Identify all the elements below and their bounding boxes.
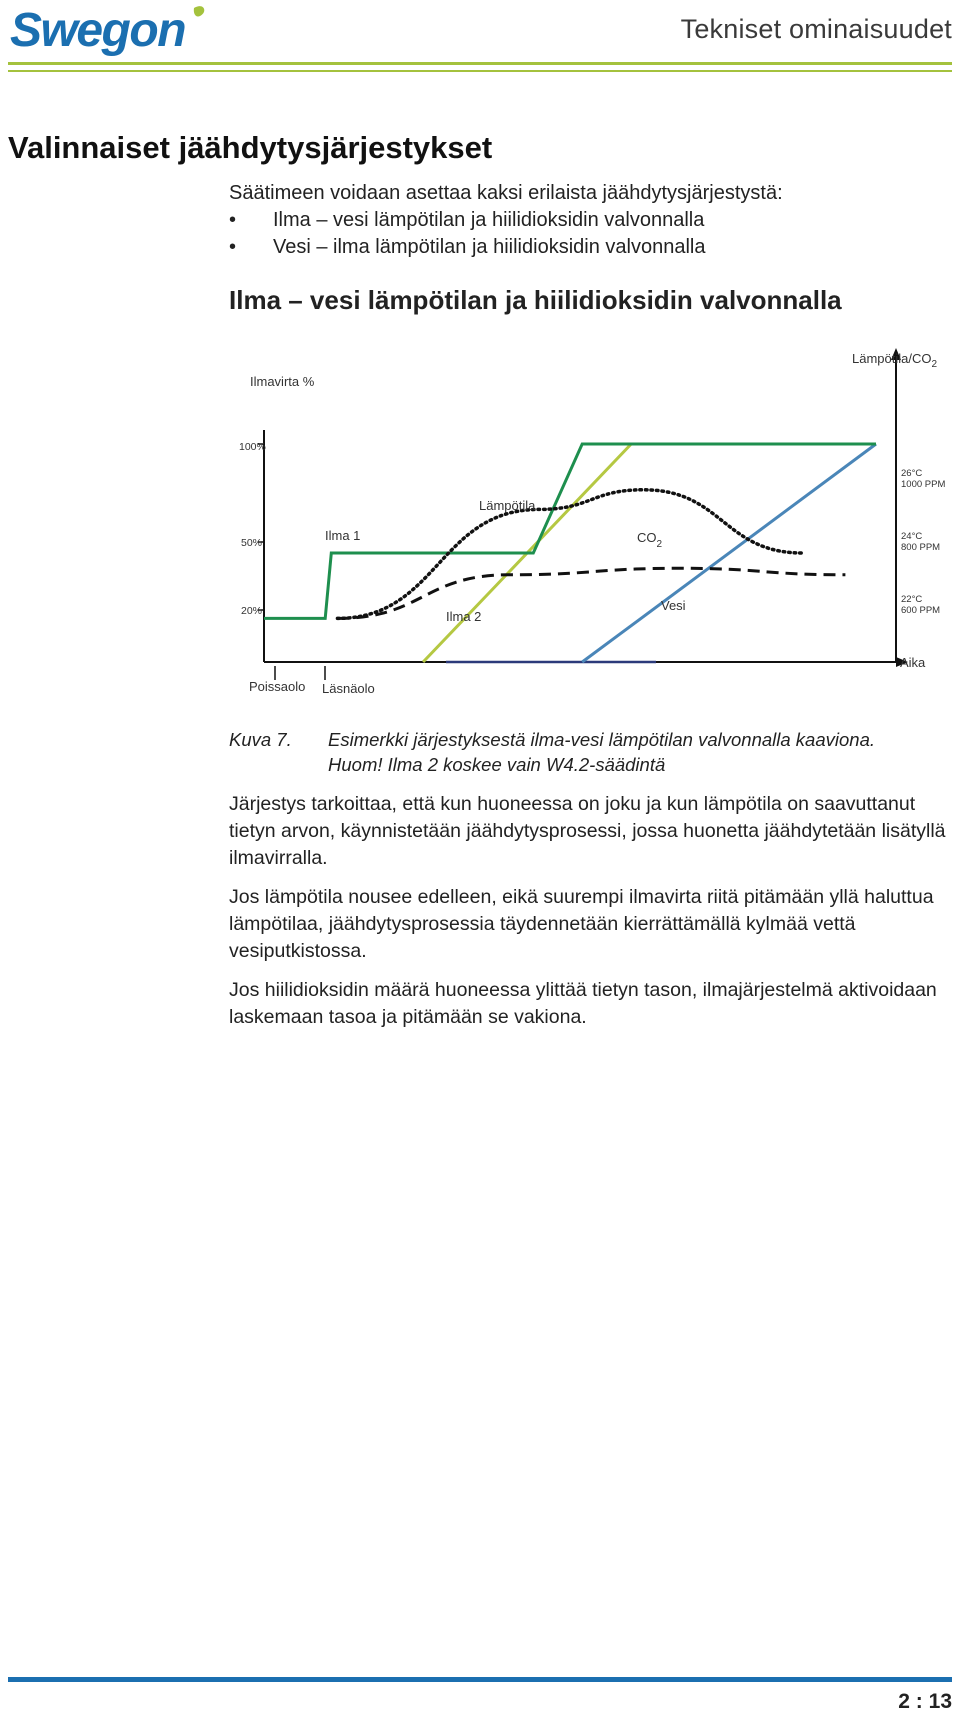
footer-rule <box>8 1677 952 1682</box>
y-axis-left-label: Ilmavirta % <box>250 374 315 389</box>
bullet-marker: • <box>229 209 237 231</box>
series-label-co2-main: CO <box>637 530 657 545</box>
y-right-tick-ppm: 800 PPM <box>901 542 941 553</box>
bullet-text: Vesi – ilma lämpötilan ja hiilidioksidin valvonnalla <box>273 236 706 258</box>
y-tick-label: 20% <box>241 605 263 617</box>
bullet-marker: • <box>229 236 237 258</box>
page-heading: Valinnaiset jäähdytysjärjestykset <box>8 130 493 165</box>
caption-text <box>328 727 948 777</box>
y-axis-right-label-main: Lämpötila/CO <box>852 351 932 366</box>
x-marker-label: Läsnäolo <box>322 681 375 696</box>
series-line-co2 <box>337 568 845 618</box>
series-label-co2 <box>637 530 663 550</box>
body-paragraph: Jos hiilidioksidin määrä huoneessa ylittää tietyn tason, ilmajärjestelmä aktivoidaan laskemaan tasoa ja pitämään se vakiona. <box>229 979 937 1028</box>
y-right-tick-temp: 22°C <box>901 594 923 605</box>
caption-line: Huom! Ilma 2 koskee vain W4.2-säädintä <box>328 754 666 775</box>
series-line-vesi <box>582 444 876 662</box>
y-axis-right-label-sub: 2 <box>931 359 938 370</box>
y-axis-right-label <box>852 351 937 370</box>
y-right-tick-temp: 26°C <box>901 468 923 479</box>
swegon-logo <box>8 2 208 60</box>
section-title: Tekniset ominaisuudet <box>680 14 952 44</box>
y-right-tick-temp: 24°C <box>901 531 923 542</box>
y-tick-label: 100% <box>239 441 266 453</box>
caption-number: Kuva 7. <box>229 729 292 750</box>
x-axis-label: Aika <box>900 655 926 670</box>
header-rule-top <box>8 62 952 65</box>
x-marker-label: Poissaolo <box>249 679 306 694</box>
page-number: 2 : 13 <box>898 1690 952 1713</box>
series-label-vesi: Vesi <box>661 598 686 613</box>
bullet-text: Ilma – vesi lämpötilan ja hiilidioksidin valvonnalla <box>273 209 705 231</box>
section-subheading: Ilma – vesi lämpötilan ja hiilidioksidin valvonnalla <box>229 285 842 315</box>
series-label-lampotila: Lämpötila <box>479 498 536 513</box>
svg-text:Swegon: Swegon <box>10 4 186 57</box>
y-right-tick-ppm: 600 PPM <box>901 605 941 616</box>
body-paragraph: Järjestys tarkoittaa, että kun huoneessa on joku ja kun lämpötila on saavuttanut tietyn arvon, käynnistetään jäähdytysprosessi, jossa huonetta jäähdytetään lisätyllä ilmavirralla. <box>229 793 946 869</box>
body-paragraph: Jos lämpötila nousee edelleen, eikä suurempi ilmavirta riitä pitämään yllä haluttua lämpötilaa, jäähdytysprosessia täydennetään kierrättämällä kylmää vettä vesiputkistossa. <box>229 886 934 962</box>
intro-block <box>229 180 783 261</box>
series-label-ilma-2: Ilma 2 <box>446 609 482 624</box>
bullet-item <box>229 207 783 234</box>
series-label-ilma-1: Ilma 1 <box>325 528 361 543</box>
y-right-tick-ppm: 1000 PPM <box>901 479 946 490</box>
series-label-co2-sub: 2 <box>656 539 663 550</box>
header-rule-bottom <box>8 70 952 72</box>
caption-line: Esimerkki järjestyksestä ilma-vesi lämpötilan valvonnalla kaaviona. <box>328 729 875 750</box>
cooling-sequence-chart <box>0 330 960 710</box>
y-tick-label: 50% <box>241 537 263 549</box>
bullet-item <box>229 234 783 261</box>
intro-text: Säätimeen voidaan asettaa kaksi erilaista jäähdytysjärjestystä: <box>229 182 783 204</box>
